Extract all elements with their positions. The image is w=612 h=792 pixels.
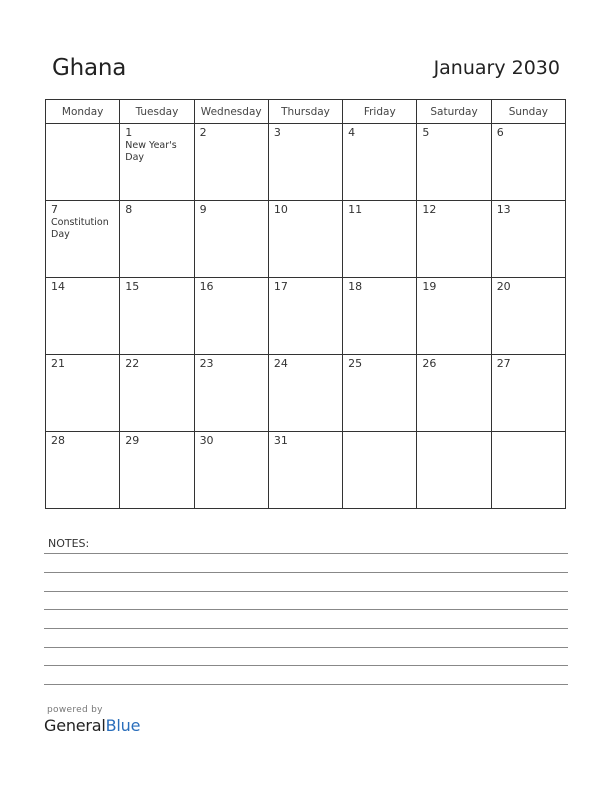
day-number: 18 (348, 280, 363, 293)
day-number: 10 (273, 203, 288, 216)
calendar-day-cell (46, 432, 120, 509)
note-line (44, 647, 568, 648)
day-number: 25 (348, 357, 363, 370)
day-number: 19 (422, 280, 437, 293)
day-number: 7 (51, 203, 58, 216)
calendar-week-row (46, 355, 566, 432)
calendar-day-cell (46, 355, 120, 432)
note-line (44, 609, 568, 610)
calendar-day-cell (46, 201, 120, 278)
calendar-day-cell (194, 278, 268, 355)
country-title: Ghana (52, 55, 127, 81)
day-number: 11 (348, 203, 363, 216)
calendar-week-row (46, 124, 566, 201)
calendar-day-cell (194, 432, 268, 509)
weekday-header: Saturday (417, 100, 491, 124)
day-number: 1 (125, 126, 133, 139)
calendar-day-cell (268, 355, 342, 432)
calendar-day-cell (417, 201, 491, 278)
powered-by-text: powered by (47, 705, 103, 715)
calendar-week-row (46, 201, 566, 278)
calendar-day-cell (46, 278, 120, 355)
calendar-day-cell (194, 355, 268, 432)
calendar-day-cell (343, 355, 417, 432)
day-number: 17 (273, 280, 288, 293)
note-line (44, 553, 568, 554)
calendar-day-cell (268, 278, 342, 355)
day-number: 13 (496, 203, 511, 216)
calendar-day-cell (491, 201, 565, 278)
calendar-week-row (46, 278, 566, 355)
day-number: 27 (496, 357, 511, 370)
day-number: 26 (422, 357, 437, 370)
day-number: 15 (125, 280, 140, 293)
day-number: 5 (422, 126, 430, 139)
brand-name-part1: General (44, 716, 106, 735)
holiday-label: New Year's Day (125, 140, 177, 163)
day-number: 21 (51, 357, 65, 370)
calendar-day-cell (491, 355, 565, 432)
calendar-day-cell (120, 278, 194, 355)
calendar-day-cell (417, 432, 491, 509)
calendar-day-cell (268, 124, 342, 201)
calendar-day-cell (268, 201, 342, 278)
calendar-week-row (46, 432, 566, 509)
day-number: 14 (51, 280, 65, 293)
weekday-header: Tuesday (120, 100, 194, 124)
day-number: 16 (199, 280, 214, 293)
day-number: 23 (199, 357, 214, 370)
day-number: 22 (125, 357, 140, 370)
day-number: 3 (273, 126, 281, 139)
note-line (44, 591, 568, 592)
day-number: 6 (496, 126, 504, 139)
calendar-day-cell (120, 201, 194, 278)
weekday-header: Monday (46, 100, 120, 124)
day-number: 8 (125, 203, 133, 216)
calendar-day-cell (343, 432, 417, 509)
day-number: 12 (422, 203, 437, 216)
day-number: 4 (348, 126, 356, 139)
calendar-day-cell (194, 201, 268, 278)
calendar-day-cell (417, 355, 491, 432)
calendar-day-cell (120, 124, 194, 201)
day-number: 24 (273, 357, 288, 370)
calendar-day-cell (268, 432, 342, 509)
brand-name-part2: Blue (105, 716, 141, 735)
calendar-day-cell (491, 278, 565, 355)
day-number: 31 (273, 434, 288, 447)
note-line (44, 572, 568, 573)
calendar-day-cell (194, 124, 268, 201)
calendar-day-cell (417, 124, 491, 201)
day-number: 20 (496, 280, 511, 293)
day-number: 29 (125, 434, 140, 447)
day-number: 30 (199, 434, 214, 447)
calendar-day-cell (491, 432, 565, 509)
day-number: 2 (199, 126, 207, 139)
note-line (44, 684, 568, 685)
calendar-day-cell (343, 278, 417, 355)
calendar-day-cell (343, 124, 417, 201)
day-number: 9 (199, 203, 207, 216)
holiday-label: Constitution Day (51, 217, 109, 240)
calendar-day-cell (120, 432, 194, 509)
weekday-header-row (46, 100, 566, 124)
note-line (44, 665, 568, 666)
calendar-day-cell (46, 124, 120, 201)
calendar-day-cell (343, 201, 417, 278)
calendar-day-cell (491, 124, 565, 201)
weekday-header: Sunday (491, 100, 565, 124)
weekday-header: Friday (343, 100, 417, 124)
notes-label: NOTES: (48, 537, 90, 550)
weekday-header: Wednesday (194, 100, 268, 124)
day-number: 28 (51, 434, 65, 447)
note-line (44, 628, 568, 629)
calendar-day-cell (120, 355, 194, 432)
calendar-day-cell (417, 278, 491, 355)
calendar-grid (45, 99, 566, 509)
weekday-header: Thursday (268, 100, 342, 124)
brand-logo (44, 716, 140, 735)
month-year-title: January 2030 (433, 57, 560, 79)
